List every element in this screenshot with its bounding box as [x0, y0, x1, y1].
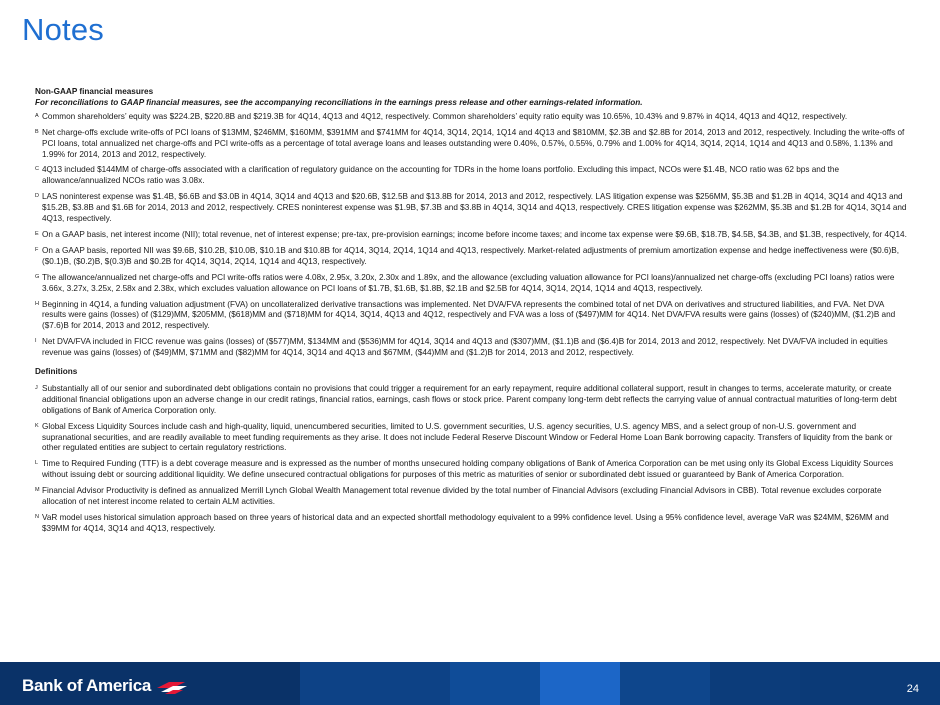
- definitions-list: [35, 384, 907, 535]
- note-text: Net charge-offs exclude write-offs of PCI loans of $13MM, $246MM, $160MM, $391MM and $741MM for 4Q14, 3Q14, 2Q14, 1Q14 and 4Q13 and $810MM, $2.3B and $2.8B for 2014, 2013 and 2012, respectively. Including the write-offs of PCI loans, total annualized net charge-offs and PCI write-offs as a percentage of total average loans and leases outstanding were 0.40%, 0.57%, 0.55%, 0.79% and 1.00% for 4Q14, 3Q14, 2Q14, 1Q14 and 4Q13 and 0.58%, 1.13% and 1.99% for 2014, 2013 and 2012, respectively.: [42, 127, 905, 159]
- note-marker: F: [35, 246, 39, 253]
- note-text: The allowance/annualized net charge-offs and PCI write-offs ratios were 4.08x, 2.95x, 3.20x, 2.30x and 1.89x, and the allowance (excluding valuation allowance for PCI loans)/annualized net charge-offs (excluding PCI loans) ratios were 3.66x, 3.27x, 3.25x, 2.58x and 2.38x, which excludes valuation allowance on PCI loans of $1.7B, $1.6B, $1.8B, $2.1B and $2.5B for 4Q14, 3Q14, 2Q14, 1Q14 and 4Q13, respectively.: [42, 272, 895, 293]
- flag-logo-icon: [155, 678, 189, 694]
- definition-text: Time to Required Funding (TTF) is a debt coverage measure and is expressed as the number of months unsecured holding company obligations of Bank of America Corporation can be met using only its Global Excess Liquidity Sources without issuing debt or sourcing additional liquidity. We define unsecured contractual obligations for purposes of this metric as maturities of senior or subordinated debt issued or guaranteed by Bank of America Corporation.: [42, 459, 894, 480]
- definition-text: Global Excess Liquidity Sources include cash and high-quality, liquid, unencumbered securities, limited to U.S. government securities, U.S. agency securities, U.S. agency MBS, and a select group of non-U.S. government and supranational securities, and are readily available to meet funding requirements as they arise. It does not include Federal Reserve Discount Window or Federal Home Loan Bank borrowing capacity. Transfers of liquidity from the bank or other regulated entities are subject to certain regulatory restrictions.: [42, 421, 893, 453]
- note-marker: D: [35, 193, 39, 200]
- note-item: [35, 112, 907, 123]
- definition-marker: J: [35, 384, 38, 391]
- note-text: 4Q13 included $144MM of charge-offs associated with a clarification of regulatory guidance on the accounting for TDRs in the home loans portfolio. Excluding this impact, NCOs were $1.4B, NCO ratio was 62 bps and the allowance/annualized NCOs ratio was 3.08x.: [42, 165, 840, 186]
- definition-item: [35, 384, 907, 417]
- definition-item: [35, 422, 907, 455]
- note-item: [35, 273, 907, 295]
- note-text: On a GAAP basis, reported NII was $9.6B, $10.2B, $10.0B, $10.1B and $10.8B for 4Q14, 3Q14, 2Q14, 1Q14 and 4Q13, respectively. Market-related adjustments of premium amortization expense and hedge ineffectiveness were ($0.6)B, ($0.1)B, ($0.2)B, $(0.3)B and $0.2B for 4Q14, 3Q14, 2Q14, 1Q14 and 4Q13, respectively.: [42, 245, 899, 266]
- note-text: Common shareholders’ equity was $224.2B, $220.8B and $219.3B for 4Q14, 4Q13 and 4Q12, respectively. Common shareholders’ equity ratio equity was 10.65%, 10.43% and 9.87% in 4Q14, 4Q13 and 4Q12, respectively.: [42, 111, 848, 121]
- definition-marker: K: [35, 422, 39, 429]
- note-item: [35, 192, 907, 225]
- note-marker: G: [35, 273, 40, 280]
- note-marker: I: [35, 338, 37, 345]
- note-item: [35, 128, 907, 161]
- note-item: [35, 230, 907, 241]
- note-text: Net DVA/FVA included in FICC revenue was gains (losses) of ($577)MM, $134MM and ($536)MM for 4Q14, 3Q14 and 4Q13 and ($307)MM, ($1.1)B and ($6.4)B for 2014, 2013 and 2012, respectively. Net DVA/FVA included in equities revenue was gains (losses) of ($49)MM, $71MM and ($82)MM for 4Q14, 3Q14 and 4Q13 and $67MM, ($44)MM and ($1.2)B for 2014, 2013 and 2012, respectively.: [42, 337, 888, 358]
- note-marker: B: [35, 128, 39, 135]
- definition-item: [35, 486, 907, 508]
- note-marker: A: [35, 112, 39, 119]
- bank-of-america-logo: [22, 676, 189, 696]
- note-item: [35, 165, 907, 187]
- definition-text: VaR model uses historical simulation approach based on three years of historical data and an expected shortfall methodology equivalent to a 99% confidence level. Using a 95% confidence level, average VaR was $24MM, $26MM and $39MM for 4Q14, 3Q14 and 4Q13, respectively.: [42, 513, 889, 533]
- note-item: [35, 337, 907, 359]
- definitions-heading: Definitions: [35, 367, 78, 377]
- nongaap-heading: Non-GAAP financial measures: [35, 87, 154, 96]
- note-text: On a GAAP basis, net interest income (NII); total revenue, net of interest expense; pre-tax, pre-provision earnings; income before income taxes; and income tax expense were $9.6B, $18.7B, $4.5B, $4.3B, and $1.3B, respectively, for 4Q14.: [42, 229, 907, 239]
- notes-body: [35, 87, 907, 540]
- footer-stripe: [710, 662, 800, 705]
- notes-list: [35, 112, 907, 359]
- footer-stripe: [540, 662, 620, 705]
- definition-item: [35, 513, 907, 535]
- note-text: LAS noninterest expense was $1.4B, $6.6B and $3.0B in 4Q14, 3Q14 and 4Q13 and $20.6B, $12.5B and $13.8B for 2014, 2013 and 2012, respectively. LAS litigation expense was $256MM, $5.3B and $1.2B in 4Q14, 3Q14 and 4Q13 and $15.2B, $3.8B and $1.6B for 2014, 2013 and 2012, respectively. CRES noninterest expense was $1.9B, $7.3B and $3.8B in 4Q14, 3Q14 and 4Q13, respectively. CRES litigation expense was $262MM, $5.3B and $1.2B for 4Q14, 3Q14 and 4Q13, respectively.: [42, 192, 907, 224]
- logo-wordmark: Bank of America: [22, 676, 152, 695]
- note-marker: H: [35, 300, 39, 307]
- footer-stripe: [300, 662, 450, 705]
- nongaap-subheading: For reconciliations to GAAP financial measures, see the accompanying reconciliations in the earnings press release and other earnings-related information.: [35, 97, 643, 107]
- note-item: [35, 246, 907, 268]
- definition-text: Substantially all of our senior and subordinated debt obligations contain no provisions that could trigger a requirement for an early repayment, require additional collateral support, result in changes to terms, accelerate maturity, or create additional financial obligations upon an adverse change in our credit ratings, financial ratios, earnings, cash flows or stock price. Parent company long-term debt reflects the carrying value of annual contractual maturities of long-term debt obligations of Bank of America Corporation only.: [42, 383, 897, 415]
- footer-stripe: [620, 662, 710, 705]
- definition-marker: M: [35, 487, 40, 494]
- footer-stripe: [450, 662, 540, 705]
- note-item: [35, 300, 907, 333]
- definition-text: Financial Advisor Productivity is defined as annualized Merrill Lynch Global Wealth Management total revenue divided by the total number of Financial Advisors (excluding Financial Advisors in CBB). Total revenue excludes corporate allocation of net interest income related to certain ALM activities.: [42, 486, 882, 507]
- note-marker: E: [35, 230, 39, 237]
- definition-item: [35, 459, 907, 481]
- definition-marker: N: [35, 514, 39, 520]
- note-text: Beginning in 4Q14, a funding valuation adjustment (FVA) on uncollateralized derivative transactions was implemented. Net DVA/FVA represents the combined total of net DVA on derivatives and structured liabilities, and FVA. Net DVA results were gains (losses) of ($129)MM, $205MM, ($618)MM and ($718)MM for 4Q14, 3Q14, 4Q13 and 4Q12, respectively and FVA was a loss of ($497)MM for 4Q14. Net DVA/FVA results were gains (losses) of ($240)MM, ($1.2)B and ($7.6)B for 2014, 2013 and 2012, respectively.: [42, 299, 896, 331]
- page-title: Notes: [22, 12, 104, 47]
- definition-marker: L: [35, 460, 39, 467]
- footer-stripe: [800, 662, 940, 705]
- page-number: 24: [906, 683, 919, 695]
- note-marker: C: [35, 166, 39, 173]
